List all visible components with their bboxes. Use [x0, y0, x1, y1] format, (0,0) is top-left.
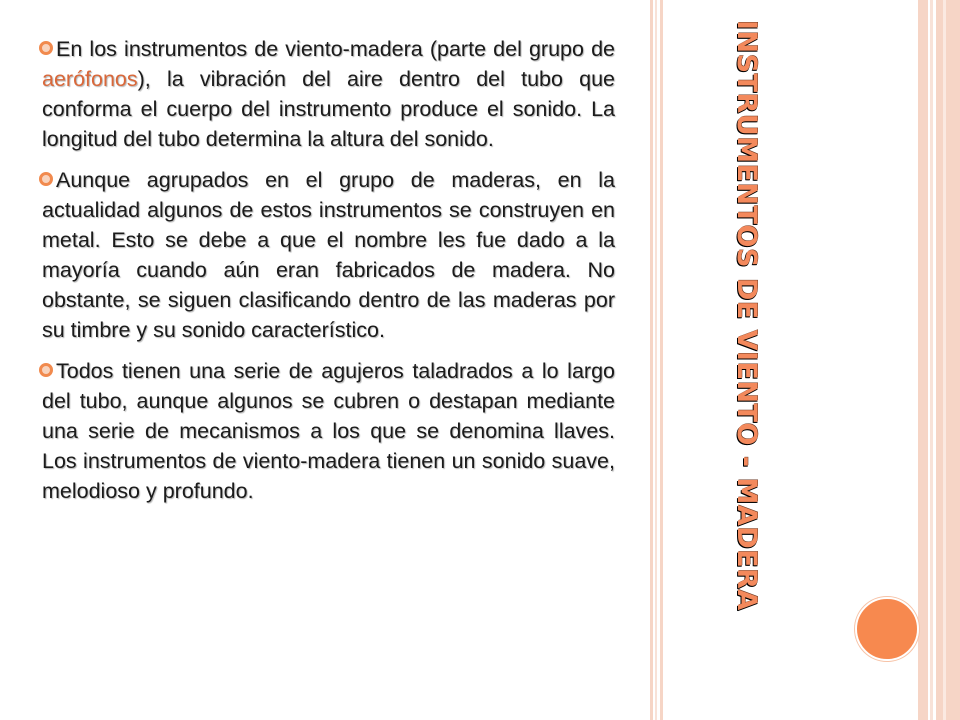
slide-title: INSTRUMENTOS DE VIENTO - MADERA: [731, 20, 762, 611]
title-container: [719, 20, 773, 660]
decorative-stripe: [660, 0, 663, 720]
paragraph-1-text-a: En los: [56, 37, 125, 61]
decorative-stripe: [918, 0, 928, 720]
decorative-stripe: [650, 0, 653, 720]
paragraph-1: [42, 34, 615, 154]
paragraph-2-text: Aunque agrupados en el grupo de maderas, en la actualidad algunos de estos instrumentos se construyen en metal. Esto se debe a que el nombre les fue dado a la mayoría cuando aún eran fabricados de madera. No obstante, se siguen clasificando dentro de las maderas por su timbre y su sonido característico.: [42, 168, 615, 342]
paragraph-3: [42, 356, 615, 506]
orange-ring-bullet-icon: [39, 363, 53, 377]
orange-ring-bullet-icon: [39, 41, 53, 55]
decorative-stripe: [943, 0, 946, 720]
paragraph-1-term: instrumentos de viento-madera: [124, 37, 423, 61]
paragraph-2: [42, 165, 615, 345]
orange-ring-bullet-icon: [39, 172, 53, 186]
paragraph-1-link-term: aerófonos: [42, 67, 138, 91]
decorative-stripe: [655, 0, 657, 720]
orange-circle-decoration: [855, 597, 919, 661]
paragraph-1-text-c: (parte del grupo de: [422, 37, 616, 61]
decorative-stripe: [930, 0, 933, 720]
paragraph-3-text: Todos tienen una serie de agujeros taladrados a lo largo del tubo, aunque algunos se cubren o destapan mediante una serie de mecanismos a los que se denomina llaves. Los instrumentos de viento-madera tienen un sonido suave, melodioso y profundo.: [42, 359, 615, 503]
decorative-stripe: [936, 0, 960, 720]
slide-body: [42, 34, 615, 517]
paragraph-1-text-e: ), la vibración del aire dentro del tubo que conforma el cuerpo del instrumento produce el sonido. La longitud del tubo determina la altura del sonido.: [42, 67, 615, 151]
